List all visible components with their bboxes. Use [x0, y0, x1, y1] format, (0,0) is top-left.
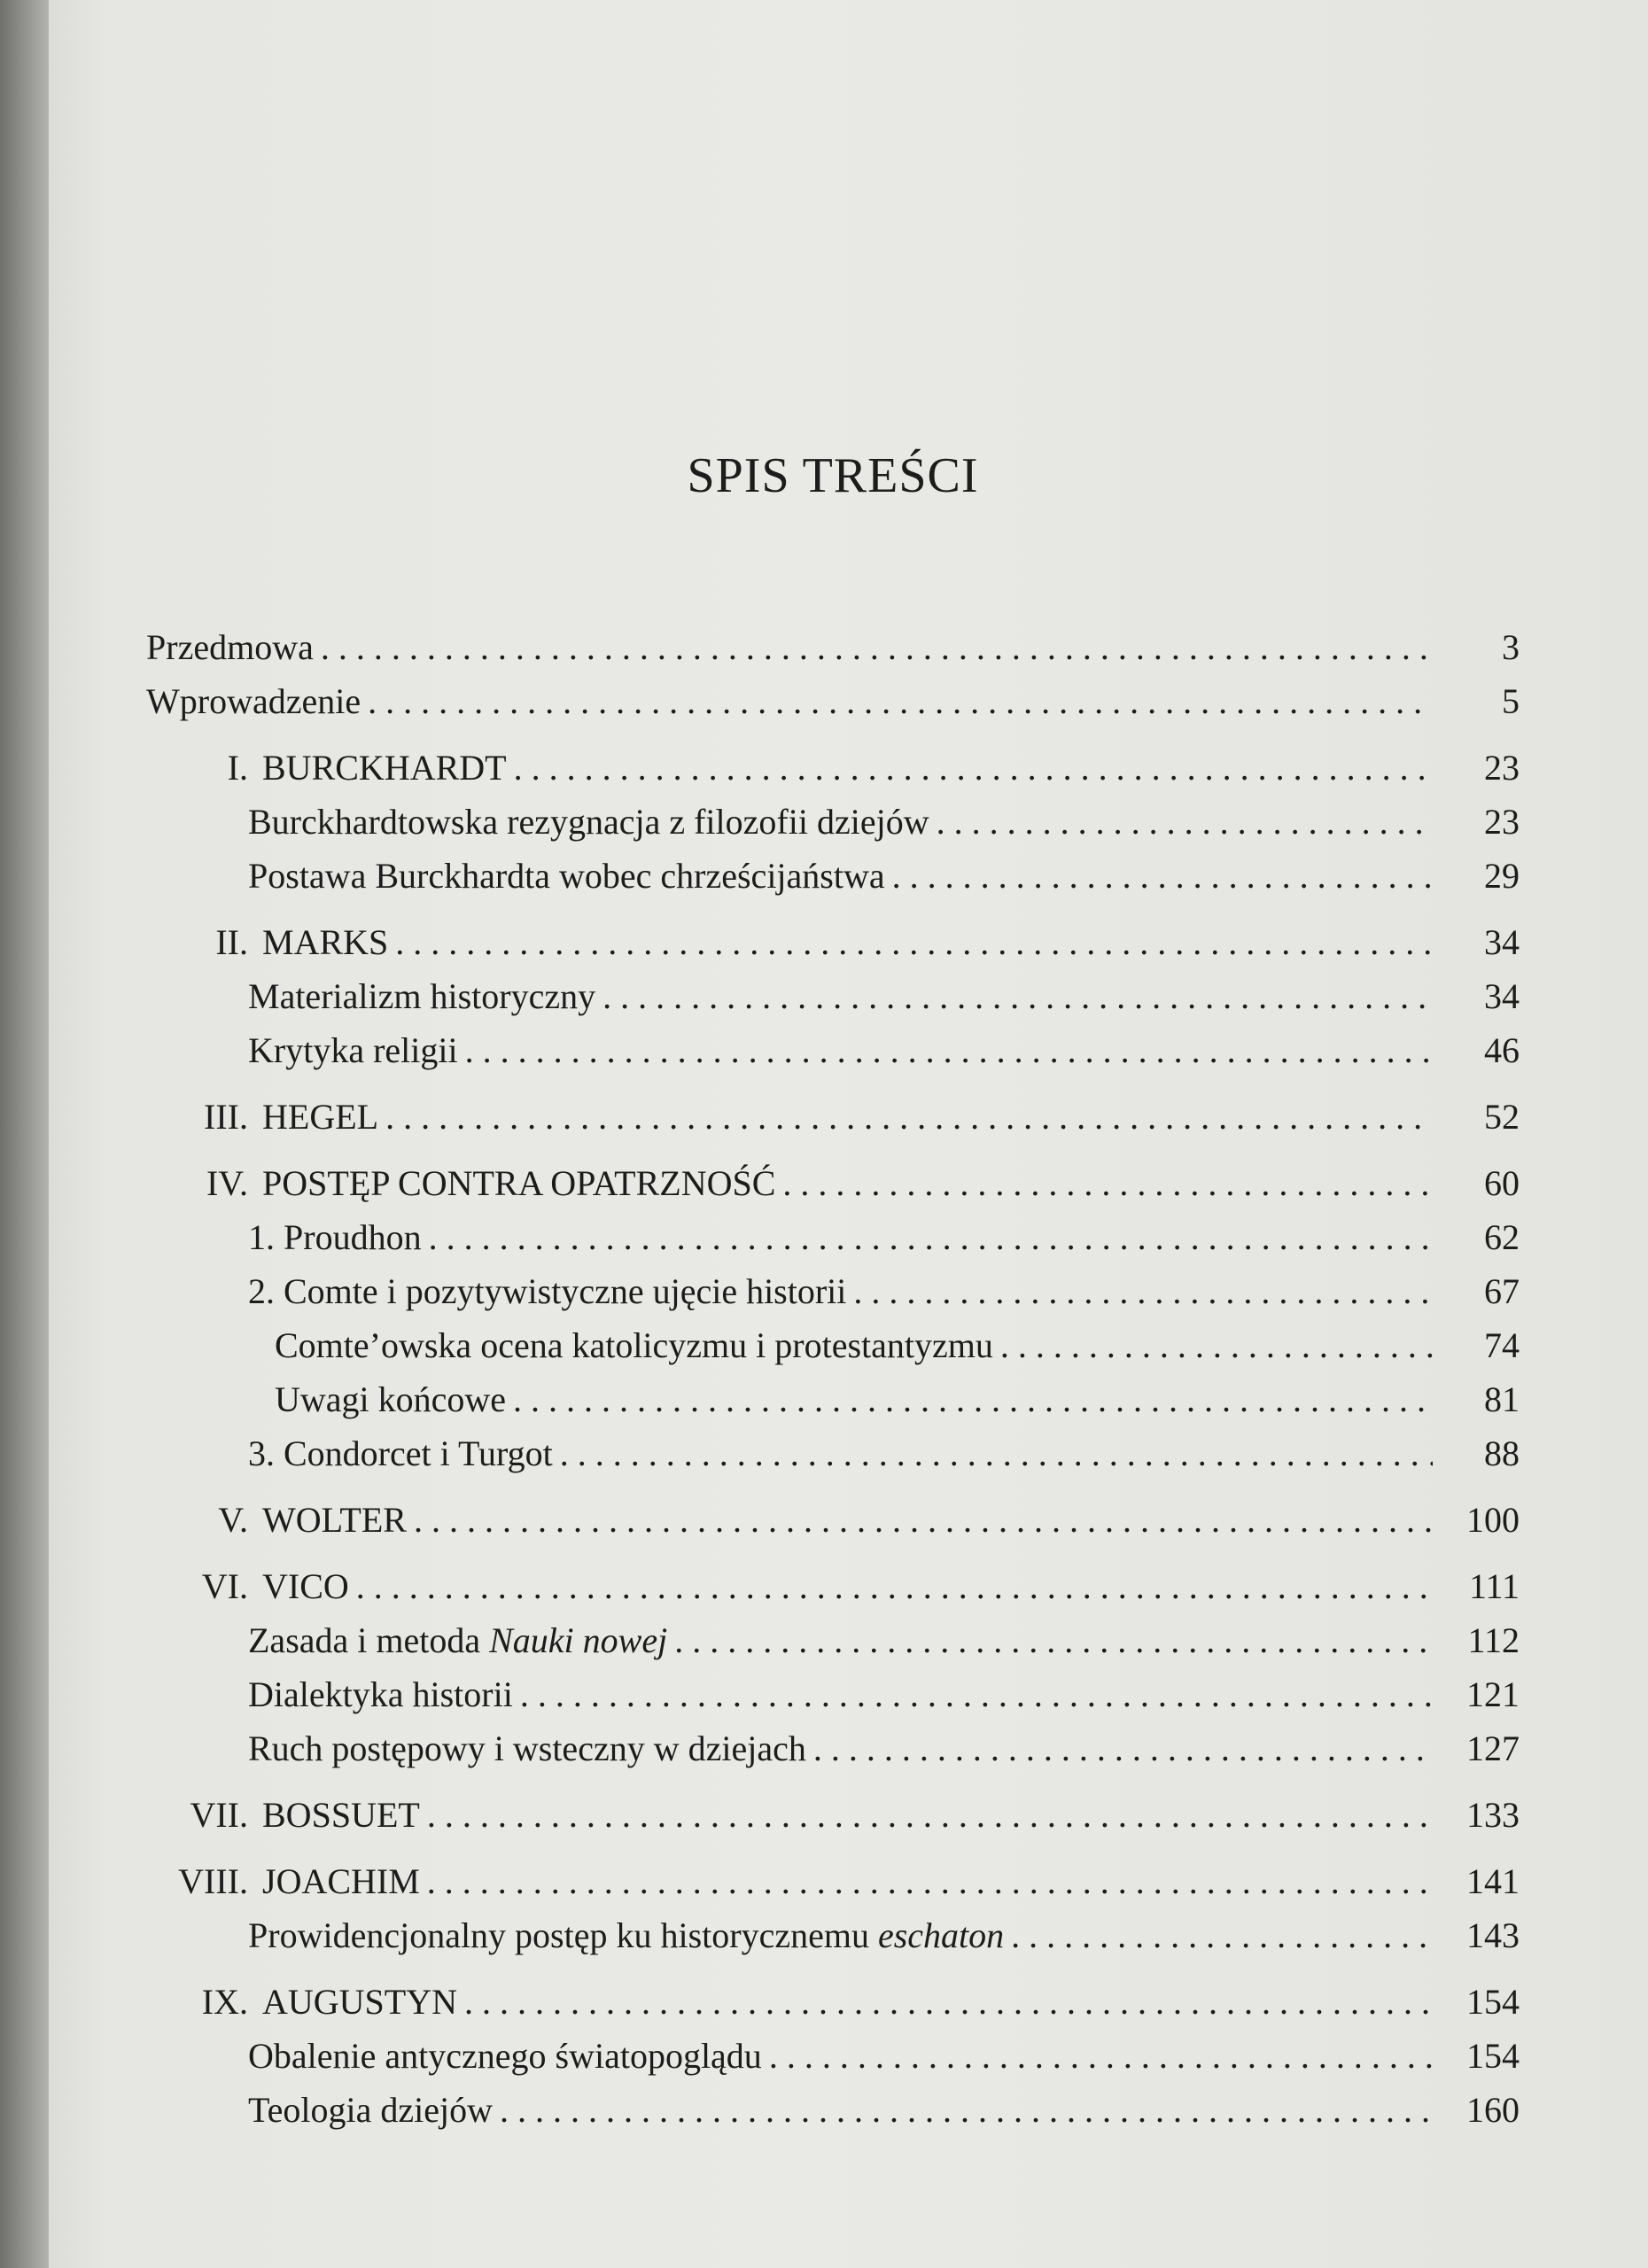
- toc-leader-dots: [514, 741, 1433, 795]
- toc-entry: [146, 1975, 1520, 2029]
- toc-entry: [146, 1023, 1520, 1077]
- toc-entry-label: 3. Condorcet i Turgot: [248, 1433, 553, 1473]
- toc-entry-page: 74: [1484, 1325, 1520, 1365]
- toc-entry-label: Teologia dziejów: [248, 2090, 493, 2130]
- toc-leader-dots: [368, 674, 1433, 728]
- toc-entry-page: 34: [1484, 922, 1520, 962]
- toc-leader-dots: [602, 969, 1433, 1023]
- toc-leader-dots: [892, 849, 1433, 903]
- toc-entry-label-italic: eschaton: [877, 1915, 1005, 1955]
- toc-leader-dots: [520, 1667, 1433, 1721]
- toc-leader-dots: [464, 1975, 1433, 2029]
- toc-entry-label: WOLTER: [262, 1500, 407, 1540]
- toc-entry-label: AUGUSTYN: [262, 1982, 457, 2022]
- toc-entry-number: III.: [204, 1097, 248, 1137]
- toc-entry-label: 1. Proudhon: [248, 1217, 422, 1257]
- toc-entry-label: VICO: [262, 1566, 349, 1606]
- toc-entry: [146, 1559, 1520, 1613]
- page-edge-shadow: [0, 0, 49, 2268]
- toc-entry-page: 121: [1466, 1674, 1520, 1714]
- toc-entry: [146, 620, 1520, 674]
- toc-leader-dots: [1011, 1908, 1433, 1962]
- toc-entry-page: 154: [1466, 2036, 1520, 2076]
- toc-entry: [146, 1318, 1520, 1372]
- toc-leader-dots: [513, 1372, 1433, 1426]
- toc-entry-number: IX.: [201, 1982, 248, 2022]
- toc-leader-dots: [813, 1721, 1433, 1775]
- toc-entry-label: POSTĘP CONTRA OPATRZNOŚĆ: [262, 1163, 776, 1203]
- toc-leader-dots: [427, 1788, 1433, 1842]
- toc-leader-dots: [853, 1264, 1433, 1318]
- toc-entry-page: 62: [1484, 1217, 1520, 1257]
- toc-entry-label: Przedmowa: [146, 627, 314, 667]
- toc-entry-label: Wprowadzenie: [146, 681, 361, 721]
- toc-entry-number: VIII.: [178, 1861, 248, 1901]
- toc-entry-label: Comte’owska ocena katolicyzmu i protestantyzmu: [275, 1325, 993, 1365]
- toc-entry: [146, 915, 1520, 969]
- toc-entry-page: 88: [1484, 1433, 1520, 1473]
- toc-entry-label: JOACHIM: [262, 1861, 420, 1901]
- toc-entry-page: 29: [1484, 856, 1520, 896]
- page-title: SPIS TREŚCI: [687, 448, 979, 503]
- toc-leader-dots: [385, 1090, 1433, 1144]
- toc-entry-number: II.: [215, 922, 248, 962]
- toc-entry-label: Prowidencjonalny postęp ku historycznemu eschaton: [248, 1915, 1005, 1955]
- toc-entry: [146, 969, 1520, 1023]
- toc-entry: [146, 1908, 1520, 1962]
- toc-entry: [146, 1667, 1520, 1721]
- toc-entry: [146, 1854, 1520, 1908]
- toc-entry-label: BOSSUET: [262, 1795, 420, 1835]
- toc-entry: [146, 2083, 1520, 2137]
- toc-entry-label: Ruch postępowy i wsteczny w dziejach: [248, 1728, 806, 1768]
- toc-leader-dots: [427, 1854, 1433, 1908]
- toc-entry-number: V.: [218, 1500, 248, 1540]
- toc-entry-page: 143: [1466, 1915, 1520, 1955]
- toc-entry-page: 81: [1484, 1379, 1520, 1419]
- toc-entry: [146, 795, 1520, 849]
- toc-entry-number: I.: [227, 748, 248, 788]
- toc-entry-page: 67: [1484, 1271, 1520, 1311]
- toc-entry-label: Dialektyka historii: [248, 1674, 513, 1714]
- toc-entry: [146, 1721, 1520, 1775]
- toc-entry: [146, 2029, 1520, 2083]
- toc-entry-label: HEGEL: [262, 1097, 379, 1137]
- toc-entry-label-italic: Nauki nowej: [489, 1620, 668, 1660]
- toc-entry: [146, 1613, 1520, 1667]
- toc-entry-label: 2. Comte i pozytywistyczne ujęcie historii: [248, 1271, 847, 1311]
- toc-entry-label: Krytyka religii: [248, 1030, 458, 1070]
- toc-entry-label: Obalenie antycznego światopoglądu: [248, 2036, 762, 2076]
- toc-entry: [146, 1788, 1520, 1842]
- toc-entry: [146, 1372, 1520, 1426]
- toc-entry-page: 111: [1468, 1566, 1520, 1606]
- toc-entry-label: Postawa Burckhardta wobec chrześcijaństwa: [248, 856, 885, 896]
- toc-entry: [146, 1090, 1520, 1144]
- toc-entry: [146, 1210, 1520, 1264]
- toc-entry-page: 60: [1484, 1163, 1520, 1203]
- toc-leader-dots: [782, 1156, 1433, 1210]
- toc-entry-page: 52: [1484, 1097, 1520, 1137]
- toc-entry-label: MARKS: [262, 922, 389, 962]
- toc-leader-dots: [356, 1559, 1433, 1613]
- toc-entry: [146, 741, 1520, 795]
- toc-leader-dots: [414, 1493, 1433, 1547]
- toc-entry-page: 23: [1484, 748, 1520, 788]
- toc-entry: [146, 849, 1520, 903]
- toc-entry-page: 46: [1484, 1030, 1520, 1070]
- toc-entry: [146, 1426, 1520, 1480]
- toc-entry-label: BURCKHARDT: [262, 748, 507, 788]
- toc-entry-page: 127: [1466, 1728, 1520, 1768]
- toc-entry: [146, 674, 1520, 728]
- toc-entry-page: 100: [1466, 1500, 1520, 1540]
- toc-entry-label: Uwagi końcowe: [275, 1379, 507, 1419]
- toc-leader-dots: [1000, 1318, 1433, 1372]
- table-of-contents: [146, 620, 1520, 2137]
- toc-entry-page: 34: [1484, 976, 1520, 1016]
- toc-entry-number: IV.: [206, 1163, 248, 1203]
- toc-entry: [146, 1156, 1520, 1210]
- toc-entry-page: 3: [1502, 627, 1520, 667]
- toc-leader-dots: [769, 2029, 1433, 2083]
- toc-entry-label: Materializm historyczny: [248, 976, 596, 1016]
- toc-entry-number: VI.: [201, 1566, 248, 1606]
- toc-entry-page: 154: [1466, 1982, 1520, 2022]
- toc-leader-dots: [674, 1613, 1433, 1667]
- toc-entry-page: 133: [1466, 1795, 1520, 1835]
- toc-entry-page: 23: [1484, 802, 1520, 842]
- toc-leader-dots: [321, 620, 1433, 674]
- toc-leader-dots: [465, 1023, 1433, 1077]
- toc-entry-page: 141: [1466, 1861, 1520, 1901]
- toc-entry-page: 5: [1502, 681, 1520, 721]
- toc-entry-label: Zasada i metoda Nauki nowej: [248, 1620, 668, 1660]
- toc-entry-number: VII.: [190, 1795, 248, 1835]
- toc-leader-dots: [937, 795, 1433, 849]
- toc-leader-dots: [500, 2083, 1433, 2137]
- toc-entry-label: Burckhardtowska rezygnacja z filozofii dziejów: [248, 802, 929, 842]
- toc-leader-dots: [395, 915, 1433, 969]
- toc-leader-dots: [560, 1426, 1433, 1480]
- toc-entry: [146, 1493, 1520, 1547]
- toc-entry-page: 160: [1466, 2090, 1520, 2130]
- toc-entry-page: 112: [1467, 1620, 1520, 1660]
- toc-entry: [146, 1264, 1520, 1318]
- toc-leader-dots: [429, 1210, 1433, 1264]
